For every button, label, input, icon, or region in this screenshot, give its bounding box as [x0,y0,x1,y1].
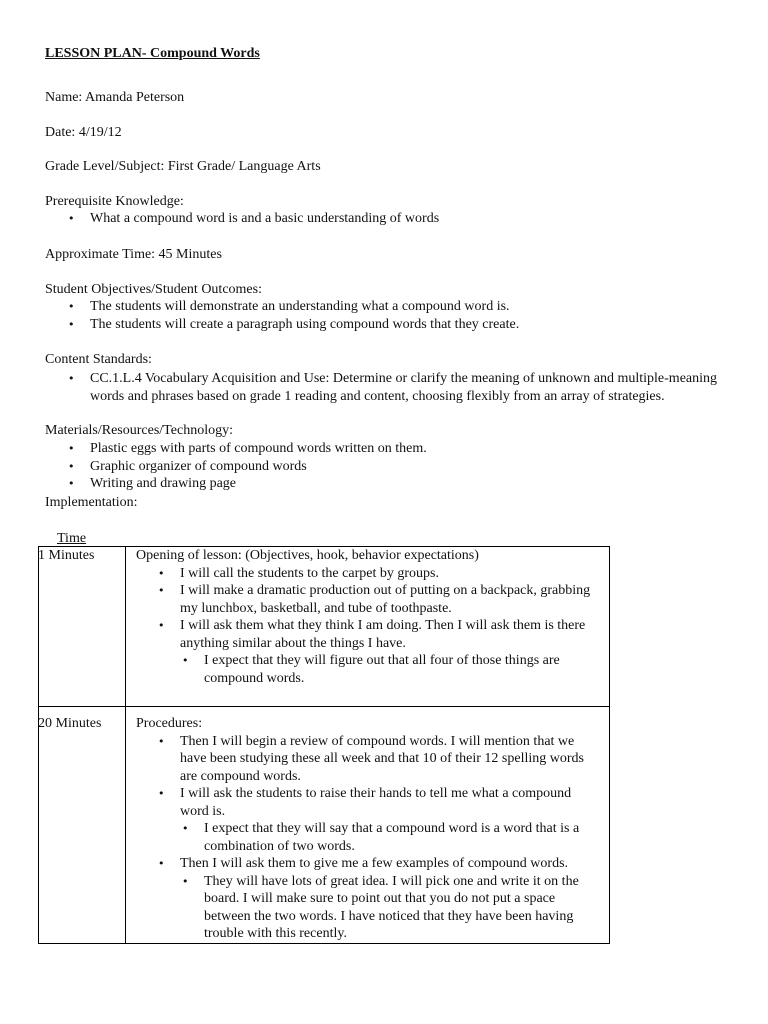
list-item [136,785,603,855]
list-item: • What a compound word is and a basic understanding of words [68,210,718,228]
table-row [39,707,610,944]
prerequisite-heading: Prerequisite Knowledge: [45,194,184,209]
opening-list [136,565,603,688]
content-cell [126,707,610,944]
list-item [136,617,603,687]
implementation-table [38,546,610,944]
list-item-text: I will ask the students to raise their hands to tell me what a compound word is. [180,786,572,819]
list-item: • I will make a dramatic production out of putting on a backpack, grabbing my lunchbox, basketball, and tube of toothpaste. [136,582,603,617]
date-line: Date: 4/19/12 [45,125,122,140]
materials-heading: Materials/Resources/Technology: [45,423,233,438]
content-cell [126,547,610,707]
standards-list [68,370,724,405]
time-cell [39,547,126,707]
table-row [39,547,610,707]
standards-heading: Content Standards: [45,352,152,367]
approx-time-line: Approximate Time: 45 Minutes [45,247,222,262]
list-item: • CC.1.L.4 Vocabulary Acquisition and Use: Determine or clarify the meaning of unknown and multiple-meaning words and phrases based on grade 1 reading and content, choosing flexibly from an array of strategies. [68,370,724,405]
list-item: • The students will create a paragraph using compound words that they create. [68,316,748,334]
prerequisite-list [68,210,718,228]
sub-list-item: • They will have lots of great idea. I will pick one and write it on the board. I will make sure to point out that you do not put a space between the two words. I have noticed that they have been having trouble with this recently. [136,873,603,943]
sub-list [180,652,603,687]
time-value: 20 Minutes [38,716,102,731]
list-item: • Graphic organizer of compound words [68,458,718,476]
grade-line: Grade Level/Subject: First Grade/ Language Arts [45,159,321,174]
list-item: • Writing and drawing page [68,475,718,493]
objectives-list [68,298,748,333]
list-item: • The students will demonstrate an understanding what a compound word is. [68,298,748,316]
opening-heading: Opening of lesson: (Objectives, hook, behavior expectations) [136,548,479,563]
list-item: • Then I will begin a review of compound words. I will mention that we have been studying these all week and that 10 of their 12 spelling words are compound words. [136,733,603,786]
time-cell [39,707,126,944]
sub-list [180,820,603,855]
sub-list-item: • I expect that they will figure out that all four of those things are compound words. [136,652,603,687]
lesson-title: LESSON PLAN- Compound Words [45,46,260,61]
procedures-list [136,733,603,943]
objectives-heading: Student Objectives/Student Outcomes: [45,282,262,297]
list-item-text: Then I will ask them to give me a few examples of compound words. [180,856,569,871]
sub-list [180,873,603,943]
list-item [136,855,603,943]
name-line: Name: Amanda Peterson [45,90,185,105]
materials-list [68,440,718,493]
time-value: 1 Minutes [38,548,95,563]
list-item: • Plastic eggs with parts of compound words written on them. [68,440,718,458]
time-column-header: Time [57,531,87,546]
sub-list-item: • I expect that they will say that a compound word is a word that is a combination of two words. [136,820,603,855]
list-item: • I will call the students to the carpet by groups. [136,565,603,583]
list-item-text: I will ask them what they think I am doing. Then I will ask them is there anything similar about the things I have. [180,618,586,651]
implementation-heading: Implementation: [45,495,138,510]
procedures-heading: Procedures: [136,716,203,731]
